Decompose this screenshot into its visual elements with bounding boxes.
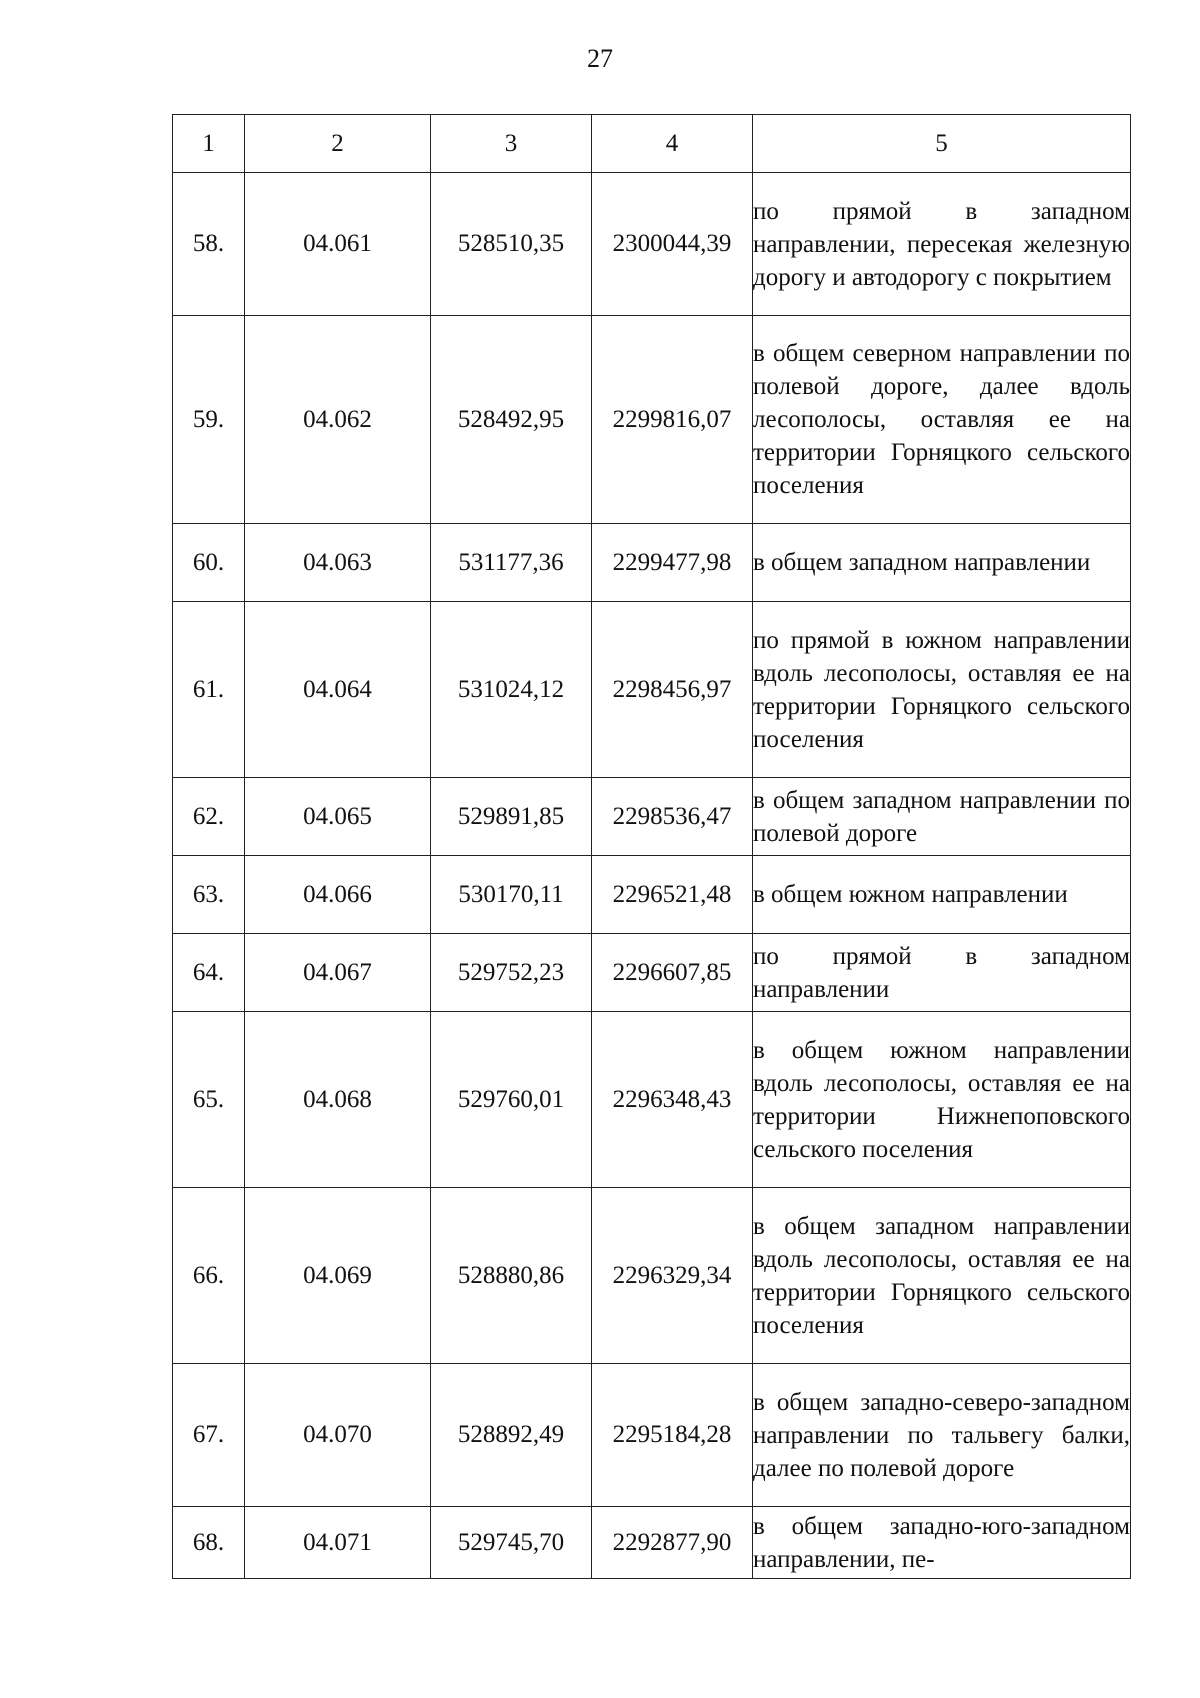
boundary-description: по прямой в западном направлении, пересекая железную дорогу и автодорогу с покрытием <box>753 173 1131 316</box>
coordinate-y: 2299477,98 <box>592 524 753 602</box>
point-code: 04.065 <box>245 778 431 856</box>
point-code: 04.069 <box>245 1188 431 1364</box>
point-code: 04.067 <box>245 934 431 1012</box>
coordinate-x: 531177,36 <box>431 524 592 602</box>
boundary-description: в общем южном направлении вдоль лесополосы, оставляя ее на территории Нижнепоповского сельского поселения <box>753 1012 1131 1188</box>
table-row <box>173 1188 1131 1364</box>
row-number: 62. <box>173 778 245 856</box>
table-row <box>173 934 1131 1012</box>
point-code: 04.070 <box>245 1364 431 1507</box>
coordinate-x: 529760,01 <box>431 1012 592 1188</box>
row-number: 67. <box>173 1364 245 1507</box>
table-row <box>173 1364 1131 1507</box>
boundary-points-table <box>172 114 1131 1579</box>
table-row <box>173 1507 1131 1579</box>
table-row <box>173 856 1131 934</box>
coordinate-x: 530170,11 <box>431 856 592 934</box>
table-row <box>173 316 1131 524</box>
point-code: 04.062 <box>245 316 431 524</box>
column-header-2: 2 <box>245 115 431 173</box>
boundary-description: в общем южном направлении <box>753 856 1131 934</box>
column-header-1: 1 <box>173 115 245 173</box>
coordinate-x: 528492,95 <box>431 316 592 524</box>
point-code: 04.068 <box>245 1012 431 1188</box>
row-number: 63. <box>173 856 245 934</box>
coordinate-y: 2298536,47 <box>592 778 753 856</box>
coordinate-y: 2298456,97 <box>592 602 753 778</box>
row-number: 68. <box>173 1507 245 1579</box>
boundary-description: в общем западном направлении вдоль лесополосы, оставляя ее на территории Горняцкого сельского поселения <box>753 1188 1131 1364</box>
table-row <box>173 1012 1131 1188</box>
column-header-4: 4 <box>592 115 753 173</box>
boundary-description: в общем северном направлении по полевой дороге, далее вдоль лесополосы, оставляя ее на территории Горняцкого сельского поселения <box>753 316 1131 524</box>
table-row <box>173 602 1131 778</box>
point-code: 04.064 <box>245 602 431 778</box>
row-number: 65. <box>173 1012 245 1188</box>
point-code: 04.066 <box>245 856 431 934</box>
coordinate-y: 2296348,43 <box>592 1012 753 1188</box>
coordinate-y: 2296521,48 <box>592 856 753 934</box>
column-header-3: 3 <box>431 115 592 173</box>
point-code: 04.061 <box>245 173 431 316</box>
coordinate-y: 2296329,34 <box>592 1188 753 1364</box>
page-number: 27 <box>587 44 613 73</box>
coordinate-x: 528880,86 <box>431 1188 592 1364</box>
table-header-row <box>173 115 1131 173</box>
coordinate-x: 529752,23 <box>431 934 592 1012</box>
table-row <box>173 524 1131 602</box>
boundary-description: по прямой в южном направлении вдоль лесополосы, оставляя ее на территории Горняцкого сельского поселения <box>753 602 1131 778</box>
coordinate-x: 529745,70 <box>431 1507 592 1579</box>
row-number: 66. <box>173 1188 245 1364</box>
coordinate-y: 2300044,39 <box>592 173 753 316</box>
coordinate-y: 2295184,28 <box>592 1364 753 1507</box>
boundary-description: в общем западно-северо-западном направлении по тальвегу балки, далее по полевой дороге <box>753 1364 1131 1507</box>
table-row <box>173 173 1131 316</box>
coordinate-y: 2296607,85 <box>592 934 753 1012</box>
point-code: 04.063 <box>245 524 431 602</box>
coordinate-x: 528510,35 <box>431 173 592 316</box>
coordinate-x: 528892,49 <box>431 1364 592 1507</box>
row-number: 60. <box>173 524 245 602</box>
coordinate-x: 529891,85 <box>431 778 592 856</box>
coordinate-x: 531024,12 <box>431 602 592 778</box>
row-number: 59. <box>173 316 245 524</box>
boundary-description: по прямой в западном направлении <box>753 934 1131 1012</box>
coordinate-y: 2292877,90 <box>592 1507 753 1579</box>
boundary-description: в общем западном направлении <box>753 524 1131 602</box>
row-number: 58. <box>173 173 245 316</box>
coordinate-y: 2299816,07 <box>592 316 753 524</box>
table-row <box>173 778 1131 856</box>
row-number: 61. <box>173 602 245 778</box>
boundary-description: в общем западном направлении по полевой дороге <box>753 778 1131 856</box>
point-code: 04.071 <box>245 1507 431 1579</box>
boundary-description: в общем западно-юго-западном направлении, пе- <box>753 1507 1131 1579</box>
row-number: 64. <box>173 934 245 1012</box>
column-header-5: 5 <box>753 115 1131 173</box>
